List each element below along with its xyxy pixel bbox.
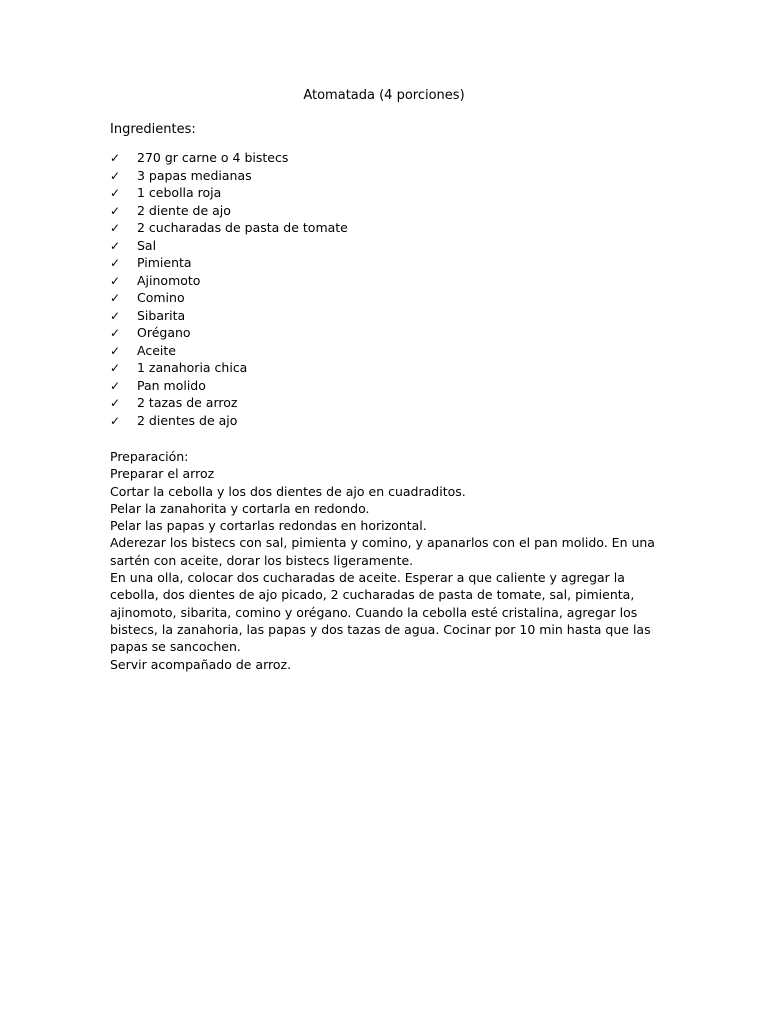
ingredient-text: 2 cucharadas de pasta de tomate: [137, 220, 348, 235]
ingredient-text: 2 tazas de arroz: [137, 395, 238, 410]
ingredient-item: [110, 359, 348, 377]
ingredient-text: Aceite: [137, 342, 176, 358]
checkmark-icon: ✓: [110, 361, 121, 375]
preparation-step: En una olla, colocar dos cucharadas de aceite. Esperar a que caliente y agregar la cebolla, dos dientes de ajo picado, 2 cucharadas de pasta de tomate, sal, pimienta, ajinomoto, sibarita, comino y orégano. Cuando la cebolla esté cristalina, agregar los bistecs, la zanahoria, las papas y dos tazas de agua. Cocinar por 10 min hasta que las papas se sancochen.: [110, 570, 651, 655]
ingredient-text: 270 gr carne o 4 bistecs: [137, 150, 289, 165]
ingredient-text: 2 diente de ajo: [137, 202, 231, 218]
ingredients-list: [110, 149, 348, 429]
checkmark-icon: ✓: [110, 256, 121, 270]
checkmark-icon: ✓: [110, 291, 121, 305]
checkmark-icon: ✓: [110, 203, 121, 218]
ingredient-item: [110, 254, 348, 272]
checkmark-icon: ✓: [110, 273, 121, 288]
ingredient-item: [110, 412, 348, 430]
ingredient-item: [110, 184, 348, 202]
ingredient-item: [110, 167, 348, 185]
checkmark-icon: ✓: [110, 186, 121, 200]
checkmark-icon: ✓: [110, 221, 121, 235]
preparation-section: [110, 448, 658, 673]
ingredient-item: [110, 237, 348, 255]
recipe-title: Atomatada (4 porciones): [303, 88, 465, 103]
checkmark-icon: ✓: [110, 396, 121, 410]
preparation-step: Pelar la zanahorita y cortarla en redondo.: [110, 500, 370, 516]
ingredient-text: 1 zanahoria chica: [137, 360, 248, 375]
ingredient-text: Orégano: [137, 325, 191, 340]
ingredient-text: 2 dientes de ajo: [137, 412, 238, 428]
checkmark-icon: ✓: [110, 413, 121, 428]
ingredient-item: [110, 202, 348, 220]
ingredient-item: [110, 394, 348, 412]
preparation-step: Cortar la cebolla y los dos dientes de ajo en cuadraditos.: [110, 483, 466, 499]
ingredient-text: Comino: [137, 290, 185, 305]
preparation-step: Preparar el arroz: [110, 466, 215, 482]
ingredient-item: [110, 219, 348, 237]
ingredient-text: Pan molido: [137, 377, 206, 393]
ingredient-text: Sal: [137, 237, 157, 253]
checkmark-icon: ✓: [110, 308, 121, 323]
preparation-step: Servir acompañado de arroz.: [110, 656, 292, 672]
checkmark-icon: ✓: [110, 343, 121, 358]
ingredient-item: [110, 324, 348, 342]
ingredient-text: Ajinomoto: [137, 272, 201, 288]
ingredients-heading: Ingredientes:: [110, 122, 196, 137]
checkmark-icon: ✓: [110, 326, 121, 340]
preparation-step: Pelar las papas y cortarlas redondas en horizontal.: [110, 518, 427, 534]
preparation-steps: [110, 465, 658, 673]
ingredient-text: 3 papas medianas: [137, 167, 252, 183]
ingredient-text: Pimienta: [137, 255, 192, 270]
preparation-step: Aderezar los bistecs con sal, pimienta y comino, y apanarlos con el pan molido. En una sartén con aceite, dorar los bistecs ligeramente.: [110, 535, 655, 568]
checkmark-icon: ✓: [110, 238, 121, 253]
preparation-heading: Preparación:: [110, 449, 189, 464]
checkmark-icon: ✓: [110, 378, 121, 393]
checkmark-icon: ✓: [110, 151, 121, 165]
ingredient-item: [110, 149, 348, 167]
ingredient-item: [110, 377, 348, 395]
checkmark-icon: ✓: [110, 168, 121, 183]
ingredient-text: 1 cebolla roja: [137, 185, 222, 200]
ingredient-item: [110, 272, 348, 290]
ingredient-item: [110, 289, 348, 307]
ingredient-text: Sibarita: [137, 307, 186, 323]
ingredient-item: [110, 307, 348, 325]
ingredient-item: [110, 342, 348, 360]
